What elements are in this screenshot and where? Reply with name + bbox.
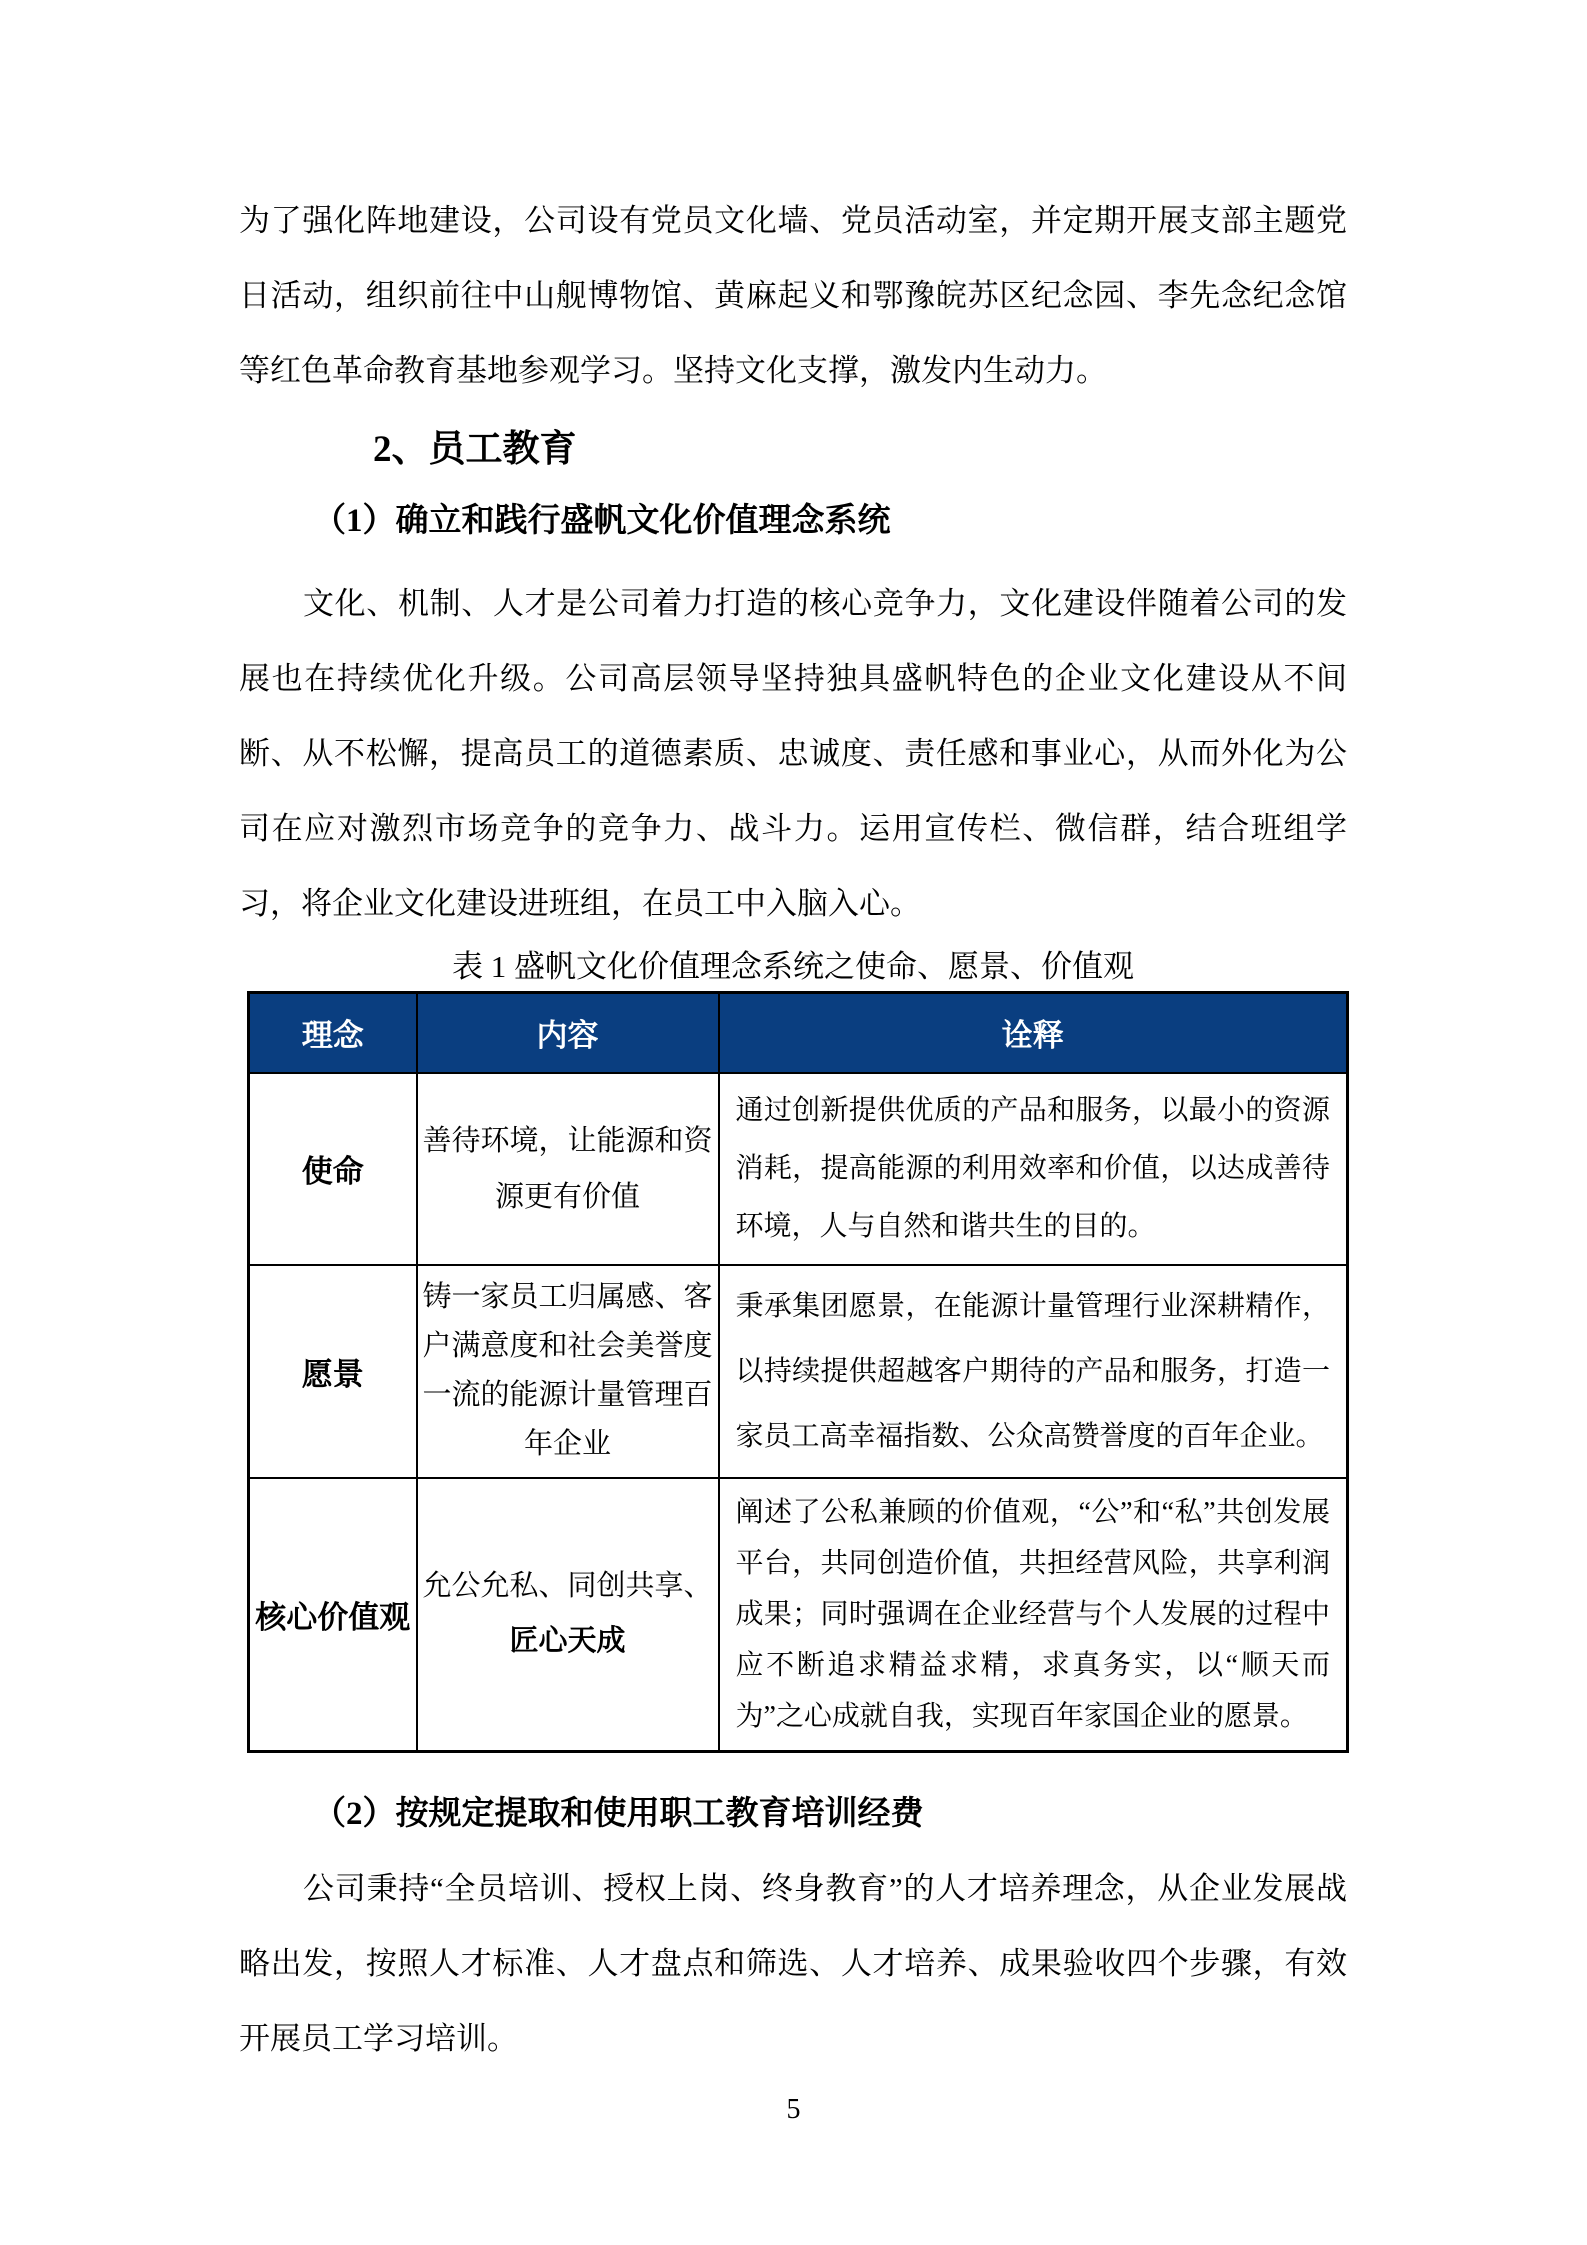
concept-cell: 核心价值观: [249, 1478, 417, 1752]
table-caption: 表 1 盛帆文化价值理念系统之使命、愿景、价值观: [452, 949, 1134, 984]
content-cell: [417, 1478, 719, 1752]
paragraph-party-education: 为了强化阵地建设，公司设有党员文化墙、党员活动室，并定期开展支部主题党日活动，组织前往中山舰博物馆、黄麻起义和鄂豫皖苏区纪念园、李先念纪念馆等红色革命教育基地参观学习。坚持文化支撑，激发内生动力。: [239, 203, 1347, 388]
interpretation-cell: 阐述了公私兼顾的价值观，“公”和“私”共创发展平台，共同创造价值，共担经营风险，共享利润成果；同时强调在企业经营与个人发展的过程中应不断追求精益求精，求真务实，以“顺天而为”之心成就自我，实现百年家国企业的愿景。: [719, 1478, 1348, 1752]
paragraph-culture-building: 文化、机制、人才是公司着力打造的核心竞争力，文化建设伴随着公司的发展也在持续优化升级。公司高层领导坚持独具盛帆特色的企业文化建设从不间断、从不松懈，提高员工的道德素质、忠诚度、责任感和事业心，从而外化为公司在应对激烈市场竞争的竞争力、战斗力。运用宣传栏、微信群，结合班组学习，将企业文化建设进班组，在员工中入脑入心。: [239, 586, 1347, 921]
culture-value-table: [247, 991, 1349, 1753]
table-header-row: [249, 993, 1348, 1073]
column-header-content: 内容: [417, 993, 719, 1073]
interpretation-cell: 通过创新提供优质的产品和服务，以最小的资源消耗，提高能源的利用效率和价值，以达成善待环境，人与自然和谐共生的目的。: [719, 1073, 1348, 1265]
interpretation-cell: 秉承集团愿景，在能源计量管理行业深耕精作，以持续提供超越客户期待的产品和服务，打造一家员工高幸福指数、公众高赞誉度的百年企业。: [719, 1265, 1348, 1478]
content-text: 善待环境，让能源和资源更有价值: [422, 1124, 713, 1213]
concept-cell: 愿景: [249, 1265, 417, 1478]
section-heading-employee-education: 2、员工教育: [373, 429, 577, 470]
column-header-concept: 理念: [249, 993, 417, 1073]
content-text: 允公允私、同创共享、: [422, 1570, 713, 1602]
content-cell: [417, 1265, 719, 1478]
content-cell: [417, 1073, 719, 1265]
table-row-vision: [249, 1265, 1348, 1478]
table-row-mission: [249, 1073, 1348, 1265]
table-row-core-values: [249, 1478, 1348, 1752]
page-number: 5: [786, 2094, 801, 2125]
concept-cell: 使命: [249, 1073, 417, 1265]
paragraph-talent-training: 公司秉持“全员培训、授权上岗、终身教育”的人才培养理念，从企业发展战略出发，按照人才标准、人才盘点和筛选、人才培养、成果验收四个步骤，有效开展员工学习培训。: [239, 1870, 1347, 2056]
content-text-bold: 匠心天成: [509, 1625, 626, 1657]
column-header-interpretation: 诠释: [719, 993, 1348, 1073]
content-text: 铸一家员工归属感、客户满意度和社会美誉度一流的能源计量管理百年企业: [422, 1281, 713, 1460]
page-content: [239, 0, 1347, 2076]
subsection-heading-training-funds: （2）按规定提取和使用职工教育培训经费: [313, 1795, 924, 1832]
subsection-heading-culture-value-system: （1）确立和践行盛帆文化价值理念系统: [313, 503, 891, 539]
